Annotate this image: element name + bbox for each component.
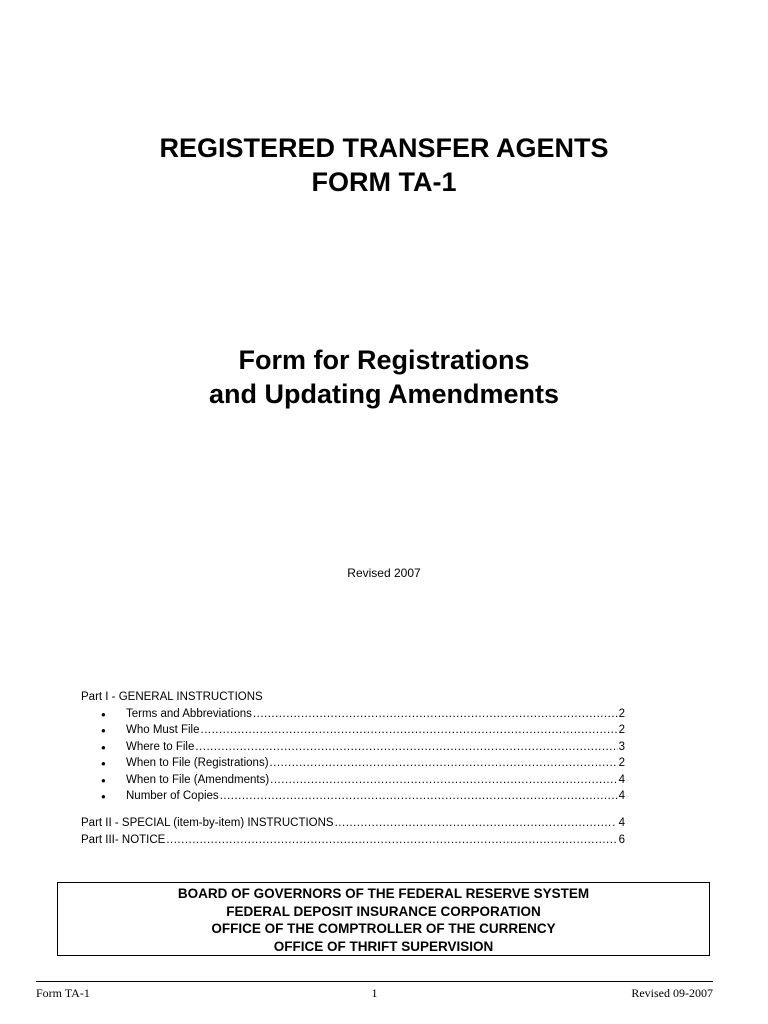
- toc-item-label: When to File (Registrations): [126, 757, 269, 770]
- toc-item-label: Who Must File: [126, 724, 200, 737]
- bullet-icon: ●: [101, 742, 106, 752]
- document-title: [0, 131, 768, 199]
- toc-part3-page: 6: [618, 833, 625, 846]
- dot-leader: [220, 788, 618, 804]
- agency-federal-reserve: BOARD OF GOVERNORS OF THE FEDERAL RESERVE SYSTEM: [177, 886, 590, 901]
- agency-ots: OFFICE OF THRIFT SUPERVISION: [273, 938, 494, 954]
- toc-item[interactable]: [81, 706, 625, 722]
- dot-leader: [253, 706, 618, 722]
- bullet-icon: ●: [101, 775, 106, 785]
- agency-box: [57, 882, 710, 956]
- dot-leader: [270, 772, 617, 788]
- toc-item[interactable]: [81, 755, 625, 771]
- toc-part3-label: Part III- NOTICE: [81, 833, 166, 846]
- table-of-contents: [81, 689, 625, 848]
- toc-item[interactable]: [81, 788, 625, 804]
- toc-part2-page: . 4: [612, 817, 625, 830]
- toc-part3[interactable]: [81, 832, 625, 848]
- toc-item-page: 4: [618, 789, 625, 802]
- page-footer: [36, 986, 713, 1002]
- dot-leader: [195, 739, 617, 755]
- subtitle-line-1: Form for Registrations: [238, 345, 530, 375]
- agency-fdic: FEDERAL DEPOSIT INSURANCE CORPORATION: [226, 903, 541, 919]
- dot-leader: [201, 722, 618, 738]
- dot-leader: [270, 755, 618, 771]
- toc-item-label: Number of Copies: [126, 789, 219, 802]
- subtitle-line-2: and Updating Amendments: [208, 379, 559, 409]
- footer-page-number: 1: [371, 986, 378, 1000]
- toc-item[interactable]: [81, 772, 625, 788]
- dot-leader: [335, 815, 612, 831]
- bullet-icon: ●: [101, 726, 106, 736]
- bullet-icon: ●: [101, 759, 106, 769]
- title-line-1: REGISTERED TRANSFER AGENTS: [159, 133, 609, 163]
- document-subtitle: [0, 343, 768, 411]
- title-line-2: FORM TA-1: [311, 167, 457, 197]
- bullet-icon: ●: [101, 791, 106, 801]
- toc-item-label: Where to File: [126, 740, 195, 753]
- footer-form-name: Form TA-1: [36, 986, 90, 1000]
- toc-item-page: 4: [618, 773, 625, 786]
- agency-occ: OFFICE OF THE COMPTROLLER OF THE CURRENCY: [211, 921, 556, 936]
- toc-item-page: 3: [618, 740, 625, 753]
- dot-leader: [166, 832, 617, 848]
- bullet-icon: ●: [101, 710, 106, 719]
- footer-divider: [36, 981, 713, 982]
- toc-item[interactable]: [81, 722, 625, 738]
- toc-part2-label: Part II - SPECIAL (item-by-item) INSTRUCTIONS: [81, 817, 334, 830]
- toc-item-page: 2: [618, 757, 625, 770]
- revised-date: Revised 2007: [347, 566, 421, 580]
- toc-item-page: 2: [618, 708, 625, 720]
- toc-item-label: When to File (Amendments): [126, 773, 270, 786]
- toc-part1-list: [81, 706, 625, 804]
- toc-part2[interactable]: [81, 815, 625, 831]
- toc-item-label: Terms and Abbreviations: [126, 708, 252, 720]
- footer-revision: Revised 09-2007: [631, 986, 713, 1000]
- toc-item[interactable]: [81, 739, 625, 755]
- toc-item-page: 2: [618, 724, 625, 737]
- toc-part1-heading: Part I - GENERAL INSTRUCTIONS: [81, 691, 263, 703]
